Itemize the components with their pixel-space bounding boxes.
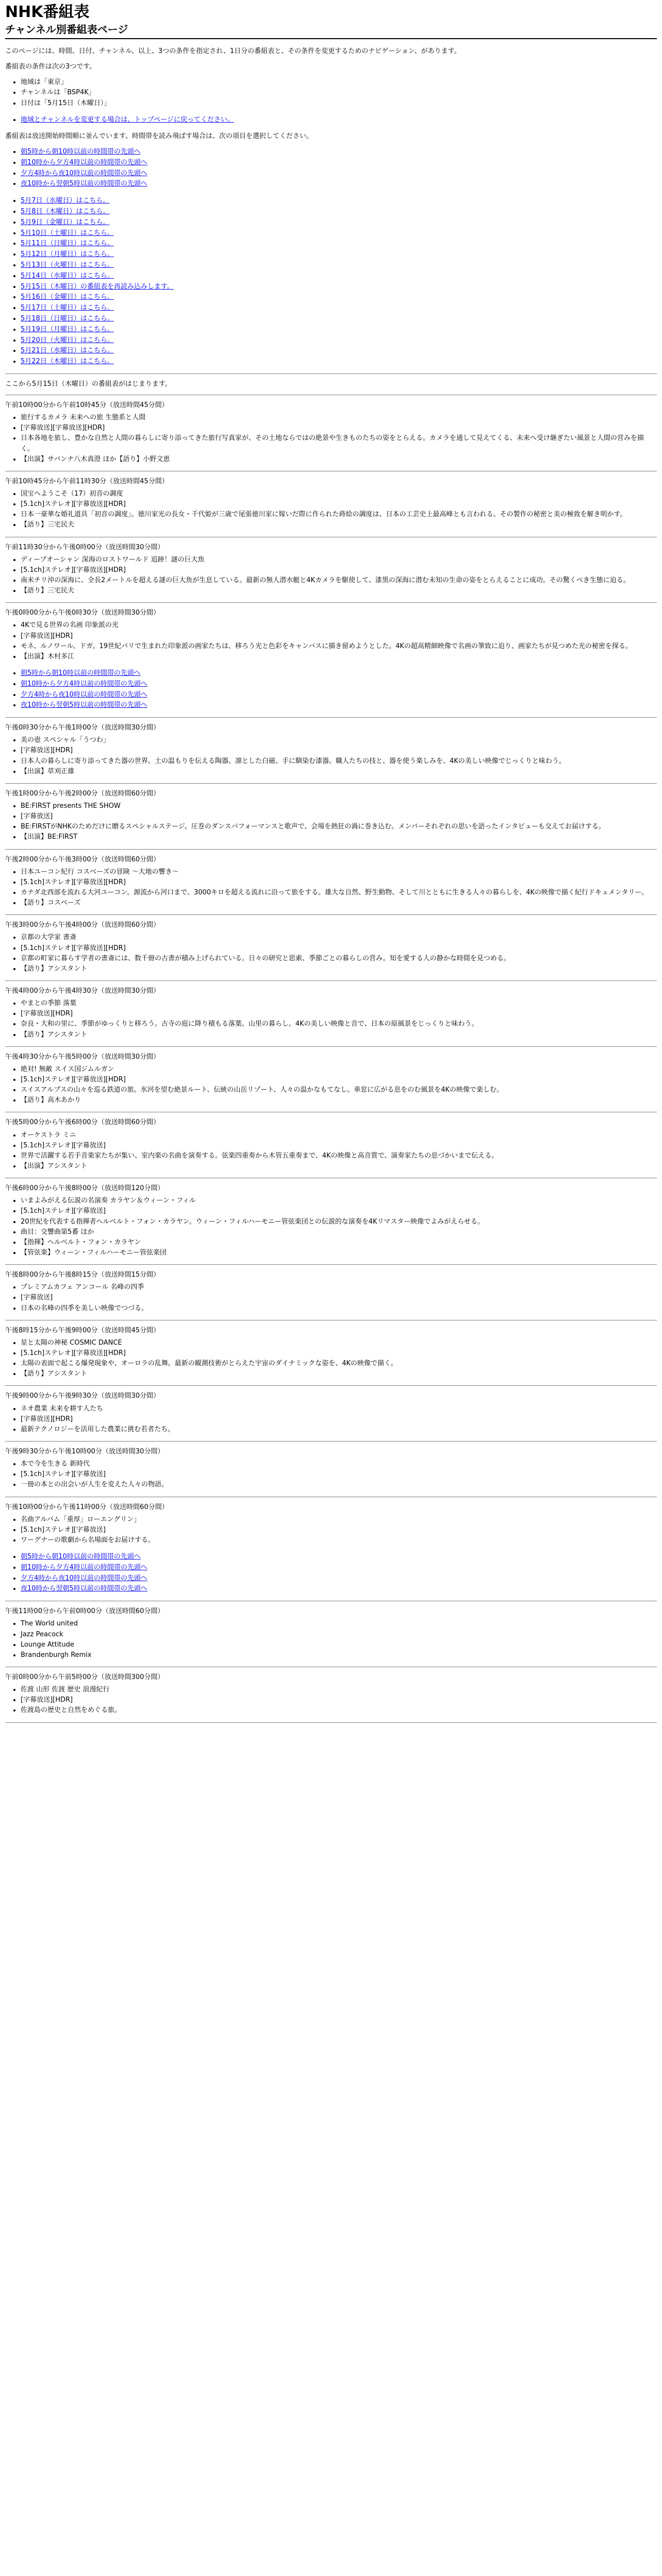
time-nav-link[interactable]: 夕方4時から夜10時以前の時間帯の先頭へ xyxy=(21,690,147,699)
date-nav-link[interactable]: 5月21日（水曜日）はこちら。 xyxy=(21,347,114,355)
program-detail-line: • 【出演】アシスタント xyxy=(21,1161,657,1172)
program-time: 午後5時00分から午後6時00分（放送時間60分間） xyxy=(5,1118,160,1127)
program-details xyxy=(5,1338,657,1380)
program-detail-line: • [字幕放送][HDR] xyxy=(21,1695,657,1705)
program-time: 午後8時15分から午後9時00分（放送時間45分間） xyxy=(5,1326,160,1334)
program-detail-line: • 【指揮】ヘルベルト・フォン・カラヤン xyxy=(21,1238,657,1248)
time-nav-morning[interactable]: 朝5時から朝10時以前の時間帯の先頭へ xyxy=(21,147,141,156)
date-nav-link[interactable]: 5月20日（火曜日）はこちら。 xyxy=(21,336,114,344)
program-details xyxy=(5,801,657,843)
program-details xyxy=(5,867,657,909)
program-detail-line: • 【語り】高木あかり xyxy=(21,1095,657,1106)
program-detail-line: • BE:FIRST presents THE SHOW xyxy=(21,801,657,811)
program-detail-line: • [字幕放送][HDR] xyxy=(21,1414,657,1425)
program-details xyxy=(5,1404,657,1435)
program-block xyxy=(5,1672,657,1723)
program-detail-line: • いまよみがえる伝説の名演奏 カラヤン＆ウィーン・フィル xyxy=(21,1196,657,1206)
program-detail-line: • [5.1ch]ステレオ][字幕放送][HDR] xyxy=(21,877,657,888)
divider xyxy=(5,717,657,718)
program-detail-line: • 絶対! 無敵 スイス国ジムルガン xyxy=(21,1064,657,1075)
program-detail-line: • [5.1ch]ステレオ][字幕放送][HDR] xyxy=(21,1348,657,1359)
program-detail-line: • 日本一豪華な婚礼道具「初音の調度」。徳川家光の長女・千代姫が三歳で尾張徳川家に嫁いだ際に作られた蒔絵の調度は、日本の工芸史上最高峰とも言われる。その製作の秘密と美の極致を解き明かす。 xyxy=(21,510,657,520)
divider xyxy=(5,783,657,784)
date-nav-link[interactable]: 5月7日（水曜日）はこちら。 xyxy=(21,197,110,205)
program-details xyxy=(5,489,657,531)
divider xyxy=(5,849,657,850)
program-time: 午前10時00分から午前10時45分（放送時間45分間） xyxy=(5,401,169,410)
program-details xyxy=(5,735,657,777)
program-details xyxy=(5,1619,657,1660)
program-detail-line: • 奈良・大和の里に、季節がゆっくりと移ろう。古寺の庭に降り積もる落葉、山里の暮らし。4Kの美しい映像と音で、日本の原風景をじっくりと味わう。 xyxy=(21,1019,657,1029)
program-block xyxy=(5,723,657,784)
date-nav-link[interactable]: 5月13日（火曜日）はこちら。 xyxy=(21,261,114,269)
program-detail-line: • 【語り】アシスタント xyxy=(21,1369,657,1379)
program-details xyxy=(5,1130,657,1172)
program-detail-line: • 曲目：交響曲第5番 ほか xyxy=(21,1227,657,1238)
program-time: 午後9時30分から午後10時00分（放送時間30分間） xyxy=(5,1447,164,1455)
program-time: 午前11時30分から午後0時00分（放送時間30分間） xyxy=(5,543,164,551)
date-nav-link[interactable]: 5月12日（月曜日）はこちら。 xyxy=(21,250,114,259)
program-block xyxy=(5,986,657,1047)
program-detail-line: • Lounge Attitude xyxy=(21,1640,657,1650)
program-block xyxy=(5,400,657,471)
program-detail-line: • [字幕放送][HDR] xyxy=(21,745,657,756)
program-block xyxy=(5,543,657,603)
program-block xyxy=(5,920,657,981)
page-subtitle: チャンネル別番組表ページ xyxy=(5,23,657,39)
time-nav-link[interactable]: 朝10時から夕方4時以前の時間帯の先頭へ xyxy=(21,680,147,688)
program-detail-line: • 4Kで見る世界の名画 印象派の光 xyxy=(21,620,657,631)
program-block xyxy=(5,1447,657,1497)
program-detail-line: • 【語り】アシスタント xyxy=(21,964,657,974)
program-detail-line: • 本で今を生きる 新時代 xyxy=(21,1459,657,1469)
date-nav-link[interactable]: 5月18日（日曜日）はこちら。 xyxy=(21,314,114,323)
program-detail-line: • [5.1ch]ステレオ][字幕放送] xyxy=(21,1206,657,1216)
program-detail-line: • 国宝へようこそ（17）初音の調度 xyxy=(21,489,657,499)
program-time: 午前0時00分から午前5時00分（放送時間300分間） xyxy=(5,1673,164,1681)
program-time: 午前10時45分から午前11時30分（放送時間45分間） xyxy=(5,477,169,485)
program-detail-line: • [5.1ch]ステレオ][字幕放送][HDR] xyxy=(21,499,657,510)
program-detail-line: • 佐渡 山形 佐渡 歴史 浪漫紀行 xyxy=(21,1685,657,1695)
program-details xyxy=(5,555,657,597)
program-detail-line: • 美の壺 スペシャル「うつわ」 xyxy=(21,735,657,745)
program-detail-line: • 【語り】アシスタント xyxy=(21,1030,657,1040)
condition-area: • 地域は「東京」 xyxy=(21,77,657,88)
program-detail-line: • 世界で活躍する若手音楽家たちが集い、室内楽の名曲を演奏する。弦楽四重奏から木管五重奏まで、4Kの映像と高音質で、演奏家たちの息づかいまで伝える。 xyxy=(21,1151,657,1161)
program-time: 午後4時30分から午後5時00分（放送時間30分間） xyxy=(5,1053,160,1061)
program-detail-line: • [字幕放送][字幕放送][HDR] xyxy=(21,423,657,433)
program-details xyxy=(5,1196,657,1258)
intro-text: このページには、時間、日付、チャンネル、以上、3つの条件を指定され、1日分の番組表と、その条件を変更するためのナビゲーション、があります。 xyxy=(5,47,461,55)
date-nav-link[interactable]: 5月11日（日曜日）はこちら。 xyxy=(21,240,114,248)
program-block xyxy=(5,1391,657,1442)
program-detail-line: • 日本ユーコン紀行 コスベーズの冒険 〜大地の響き〜 xyxy=(21,867,657,877)
program-detail-line: • [字幕放送][HDR] xyxy=(21,631,657,641)
date-nav-link[interactable]: 5月8日（木曜日）はこちら。 xyxy=(21,207,110,215)
program-detail-line: • ワーグナーの歌劇から名場面をお届けする。 xyxy=(21,1535,657,1546)
back-to-top-link[interactable]: 地域とチャンネルを変更する場合は、トップページに戻ってください。 xyxy=(21,115,235,124)
time-nav-list xyxy=(5,147,657,190)
program-detail-line: • 最新テクノロジーを活用した農業に挑む若者たち。 xyxy=(21,1425,657,1435)
program-detail-line: • 20世紀を代表する指揮者ヘルベルト・フォン・カラヤン。ウィーン・フィルハーモニー管弦楽団との伝説的な演奏を4Kリマスター映像でよみがえらせる。 xyxy=(21,1217,657,1227)
program-block xyxy=(5,477,657,537)
time-nav-daytime[interactable]: 朝10時から夕方4時以前の時間帯の先頭へ xyxy=(21,158,147,166)
date-nav-reload-link[interactable]: 5月15日（木曜日）の番組表を再読み込みします。 xyxy=(21,282,174,291)
program-time: 午後10時00分から午後11時00分（放送時間60分間） xyxy=(5,1503,169,1511)
condition-date: • 日付は「5月15日（木曜日）」 xyxy=(21,98,657,109)
program-detail-line: • 【出演】BE:FIRST xyxy=(21,832,657,842)
program-time: 午後1時00分から午後2時00分（放送時間60分間） xyxy=(5,789,160,798)
divider xyxy=(5,1264,657,1265)
program-block xyxy=(5,855,657,916)
divider xyxy=(5,914,657,915)
program-detail-line: • ネオ農業 未来を耕す人たち xyxy=(21,1404,657,1414)
program-detail-line: • Brandenburgh Remix xyxy=(21,1650,657,1660)
program-detail-line: • 【出演】草刈正雄 xyxy=(21,767,657,777)
program-detail-line: • BE:FIRSTがNHKのためだけに贈るスペシャルステージ。圧巻のダンスパフォーマンスと歌声で、会場を熱狂の渦に巻き込む。メンバーそれぞれの思いを語ったインタビューも交えてお届けする。 xyxy=(21,822,657,832)
conditions-list xyxy=(5,77,657,108)
conditions-label: 番組表の条件は次の3つです。 xyxy=(5,63,96,71)
program-detail-line: • モネ、ルノワール、ドガ。19世紀パリで生まれた印象派の画家たちは、移ろう光と色彩をキャンバスに描き留めようとした。4Kの超高精細映像で名画の筆致に迫り、画家たちが見つめた光の秘密を探る。 xyxy=(21,641,657,652)
date-nav-link[interactable]: 5月16日（金曜日）はこちら。 xyxy=(21,293,114,301)
program-time: 午後9時00分から午後9時30分（放送時間30分間） xyxy=(5,1392,160,1400)
program-detail-line: • プレミアムカフェ アンコール 名峰の四季 xyxy=(21,1282,657,1293)
program-details xyxy=(5,1459,657,1490)
program-time: 午後0時00分から午後0時30分（放送時間30分間） xyxy=(5,609,160,617)
program-detail-line: • やまとの季節 落葉 xyxy=(21,998,657,1009)
program-detail-line: • 佐渡島の歴史と自然をめぐる旅。 xyxy=(21,1705,657,1716)
program-details xyxy=(5,933,657,974)
program-detail-line: • 【管弦楽】ウィーン・フィルハーモニー管弦楽団 xyxy=(21,1248,657,1258)
program-block xyxy=(5,1606,657,1667)
program-block xyxy=(5,1183,657,1265)
program-time: 午後0時30分から午後1時00分（放送時間30分間） xyxy=(5,724,160,732)
condition-channel: • チャンネルは「BSP4K」 xyxy=(21,88,657,98)
time-nav-label: 番組表は放送開始時間順に並んでいます。時間帯を読み飛ばす場合は、次の項目を選択してください。 xyxy=(5,132,313,140)
time-nav-link[interactable]: 夜10時から翌朝5時以前の時間帯の先頭へ xyxy=(21,701,147,709)
program-detail-line: • [5.1ch]ステレオ][字幕放送] xyxy=(21,1141,657,1151)
program-detail-line: • The World united xyxy=(21,1619,657,1629)
program-details xyxy=(5,620,657,662)
date-nav-link[interactable]: 5月14日（水曜日）はこちら。 xyxy=(21,272,114,280)
program-details xyxy=(5,1685,657,1716)
program-detail-line: • 京都の町家に暮らす学者の書斎には、数千冊の古書が積み上げられている。日々の研究と思索、季節ごとの暮らしの営み。知を愛する人の静かな時間を見つめる。 xyxy=(21,954,657,964)
program-detail-line: • [字幕放送][HDR] xyxy=(21,1009,657,1019)
program-detail-line: • 旅行するカメラ 未来への旅 生態系と人間 xyxy=(21,413,657,423)
program-detail-line: • [5.1ch]ステレオ][字幕放送] xyxy=(21,1469,657,1480)
program-detail-line: • 太陽の表面で起こる爆発現象や、オーロラの乱舞。最新の観測技術がとらえた宇宙のダイナミックな姿を、4Kの映像で描く。 xyxy=(21,1359,657,1369)
time-nav-night[interactable]: 夜10時から翌朝5時以前の時間帯の先頭へ xyxy=(21,180,147,188)
date-nav-link[interactable]: 5月19日（月曜日）はこちら。 xyxy=(21,325,114,333)
program-detail-line: • Jazz Peacock xyxy=(21,1630,657,1640)
program-details xyxy=(5,998,657,1040)
date-nav-link[interactable]: 5月17日（土曜日）はこちら。 xyxy=(21,304,114,312)
program-detail-line: • 日本人の暮らしに寄り添ってきた器の世界。土の温もりを伝える陶器、凛とした白磁、手に馴染む漆器。職人たちの技と、器を使う楽しみを、4Kの美しい映像でじっくりと味わう。 xyxy=(21,756,657,767)
program-time: 午後2時00分から午後3時00分（放送時間60分間） xyxy=(5,855,160,863)
date-nav-list xyxy=(5,196,657,367)
program-detail-line: • 京都の大学家 書斎 xyxy=(21,933,657,943)
program-block xyxy=(5,1502,657,1602)
program-detail-line: • 【出演】木村多江 xyxy=(21,652,657,662)
program-detail-line: • 【語り】三宅民夫 xyxy=(21,520,657,530)
program-detail-line: • オーケストラ ミニ xyxy=(21,1130,657,1141)
program-details xyxy=(5,413,657,465)
change-link-list xyxy=(5,115,657,125)
date-nav-link[interactable]: 5月10日（土曜日）はこちら。 xyxy=(21,229,114,237)
time-nav-link[interactable]: 朝10時から夕方4時以前の時間帯の先頭へ xyxy=(21,1563,147,1571)
program-block xyxy=(5,1052,657,1113)
program-block xyxy=(5,1326,657,1386)
program-detail-line: • スイスアルプスの山々を巡る鉄道の旅。氷河を望む絶景ルート、伝統の山岳リゾート、人々の温かなもてなし。車窓に広がる息をのむ風景を4Kの映像で楽しむ。 xyxy=(21,1085,657,1095)
program-details xyxy=(5,1282,657,1313)
divider xyxy=(5,1722,657,1723)
program-detail-line: • 日本各地を旅し、豊かな自然と人間の暮らしに寄り添ってきた旅行写真家が、その土地ならではの絶景や生きものたちの姿をとらえる。カメラを通して見えてくる、未来へ受け継ぎたい風景と人間の営みを描く。 xyxy=(21,433,657,454)
page-title: NHK番組表 xyxy=(5,3,90,21)
program-detail-line: • 【語り】三宅民夫 xyxy=(21,586,657,596)
program-detail-line: • 名曲アルバム「重厚」ローエングリン」 xyxy=(21,1515,657,1525)
time-nav-link[interactable]: 夕方4時から夜10時以前の時間帯の先頭へ xyxy=(21,1574,147,1582)
program-detail-line: • 星と太陽の神秘 COSMIC DANCE xyxy=(21,1338,657,1348)
program-detail-line: • カナダ北西部を流れる大河ユーコン。源流から河口まで、3000キロを超える流れに沿って旅をする。雄大な自然、野生動物、そして川とともに生きる人々の暮らしを、4Kの映像で描く紀行ドキュメンタリー。 xyxy=(21,888,657,898)
program-detail-line: • [5.1ch]ステレオ][字幕放送][HDR] xyxy=(21,1075,657,1085)
program-detail-line: • ディープオーシャン 深海のロストワールド 追跡！謎の巨大魚 xyxy=(21,555,657,565)
program-time: 午後6時00分から午後8時00分（放送時間120分間） xyxy=(5,1184,164,1193)
divider xyxy=(5,1385,657,1386)
schedule-intro: ここから5月15日（木曜日）の番組表がはじまります。 xyxy=(5,380,172,388)
time-nav-link[interactable]: 朝5時から朝10時以前の時間帯の先頭へ xyxy=(21,1553,141,1561)
program-block xyxy=(5,1270,657,1320)
date-nav-link[interactable]: 5月22日（木曜日）はこちら。 xyxy=(21,358,114,366)
time-nav-link[interactable]: 朝5時から朝10時以前の時間帯の先頭へ xyxy=(21,669,141,677)
program-detail-line: • [字幕放送] xyxy=(21,1293,657,1303)
time-nav-evening[interactable]: 夕方4時から夜10時以前の時間帯の先頭へ xyxy=(21,169,147,177)
divider xyxy=(5,1441,657,1442)
program-time: 午後3時00分から午後4時00分（放送時間60分間） xyxy=(5,921,160,929)
program-detail-line: • 【語り】コスベーズ xyxy=(21,898,657,908)
program-detail-line: • [字幕放送] xyxy=(21,811,657,822)
divider xyxy=(5,1046,657,1047)
program-details xyxy=(5,1515,657,1546)
divider xyxy=(5,602,657,603)
program-detail-line: • 【出演】サバンナ八木真澄 ほか【語り】小野文恵 xyxy=(21,454,657,465)
program-detail-line: • [5.1ch]ステレオ][字幕放送][HDR] xyxy=(21,565,657,575)
schedule-list xyxy=(5,400,657,1722)
time-nav-list xyxy=(5,1552,657,1595)
time-nav-link[interactable]: 夜10時から翌朝5時以前の時間帯の先頭へ xyxy=(21,1585,147,1593)
time-nav-list xyxy=(5,668,657,711)
program-details xyxy=(5,1064,657,1106)
program-block xyxy=(5,1117,657,1178)
program-detail-line: • [5.1ch]ステレオ][字幕放送] xyxy=(21,1525,657,1535)
date-nav-link[interactable]: 5月9日（金曜日）はこちら。 xyxy=(21,218,110,226)
program-detail-line: • [5.1ch]ステレオ][字幕放送][HDR] xyxy=(21,943,657,954)
program-detail-line: • 南米チリ沖の深海に、全長2メートルを超える謎の巨大魚が生息している。最新の無人潜水艇と4Kカメラを駆使して、漆黒の深海に潜む未知の生命の姿をとらえることに成功。その驚くべき生態に迫る。 xyxy=(21,575,657,586)
program-time: 午後8時00分から午後8時15分（放送時間15分間） xyxy=(5,1271,160,1279)
program-block xyxy=(5,789,657,850)
divider xyxy=(5,980,657,981)
program-time: 午後11時00分から午前0時00分（放送時間60分間） xyxy=(5,1607,164,1616)
program-detail-line: • 日本の名峰の四季を美しい映像でつづる。 xyxy=(21,1303,657,1314)
program-detail-line: • 一冊の本との出会いが人生を変えた人々の物語。 xyxy=(21,1480,657,1490)
program-block xyxy=(5,608,657,718)
program-time: 午後4時00分から午後4時30分（放送時間30分間） xyxy=(5,987,160,995)
